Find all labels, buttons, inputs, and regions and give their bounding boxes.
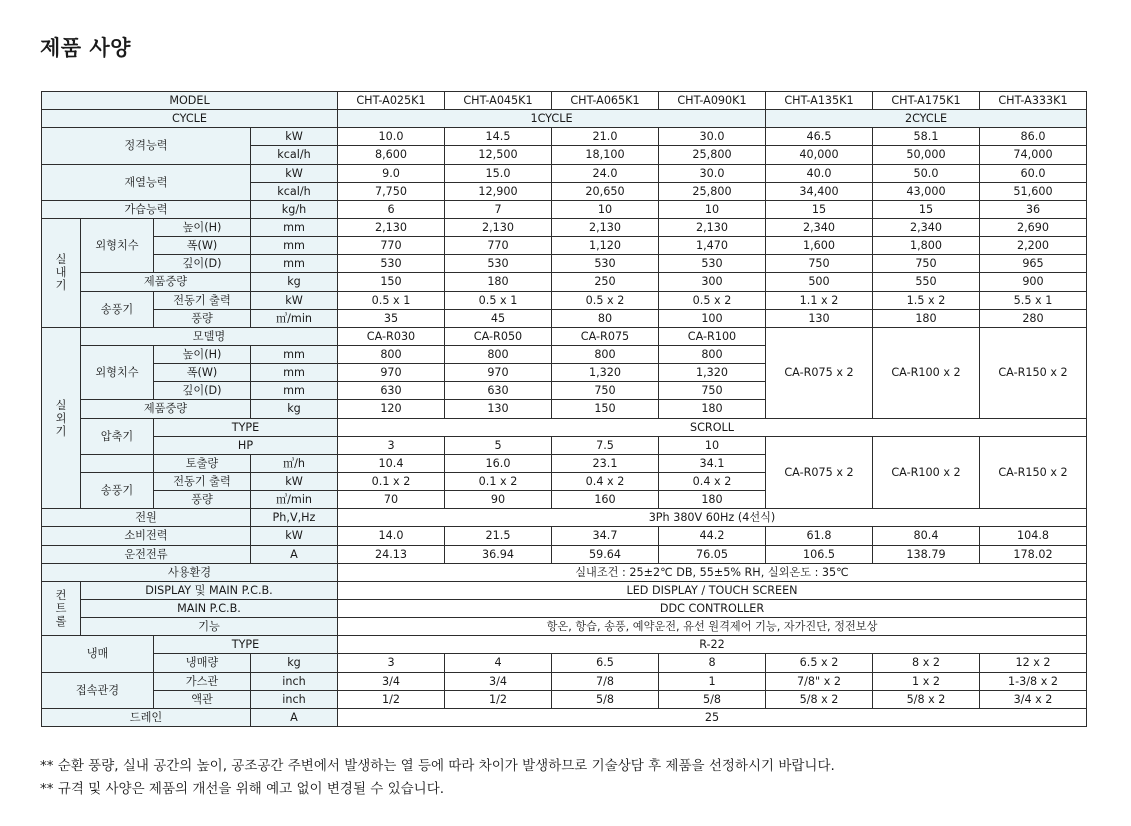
label-displacement: 토출량 [154,454,251,472]
value-cell: 43,000 [873,182,980,200]
display-value: LED DISPLAY / TOUCH SCREEN [338,581,1087,599]
combo-cell: CA-R100 x 2 [873,436,980,509]
value-cell: 40,000 [766,146,873,164]
value-cell: 630 [445,382,552,400]
page-title: 제품 사양 [40,36,131,60]
row-liquid-pipe [42,690,1087,708]
value-cell: 4 [445,654,552,672]
label-indoor: 실 내 기 [42,218,81,327]
value-cell: CA-R075 [552,327,659,345]
value-cell: 180 [659,491,766,509]
label-piping: 접속관경 [42,672,154,708]
unit-cell: kg [251,400,338,418]
value-cell: 7 [445,200,552,218]
unit-cell: ㎥/h [251,454,338,472]
value-cell: 965 [980,255,1087,273]
row-model [42,92,1087,110]
value-cell: 5 [445,436,552,454]
value-cell: 8 x 2 [873,654,980,672]
label-depth: 깊이(D) [154,255,251,273]
value-cell: 44.2 [659,527,766,545]
unit-cell: ㎥/min [251,309,338,327]
label-display-pcb: DISPLAY 및 MAIN P.C.B. [81,581,338,599]
label-gas-pipe: 가스관 [154,672,251,690]
value-cell: 10.0 [338,128,445,146]
model-cell: CHT-A135K1 [766,92,873,110]
value-cell: 1 x 2 [873,672,980,690]
label-out-weight: 제품중량 [81,400,251,418]
value-cell: 7/8" x 2 [766,672,873,690]
value-cell: 15 [766,200,873,218]
value-cell: 180 [445,273,552,291]
functions-value: 항온, 항습, 송풍, 예약운전, 유선 원격제어 기능, 자가진단, 정전보상 [338,618,1087,636]
unit-cell: kcal/h [251,182,338,200]
value-cell: 630 [338,382,445,400]
value-cell: 0.1 x 2 [445,472,552,490]
value-cell: 5/8 x 2 [873,690,980,708]
value-cell: 5.5 x 1 [980,291,1087,309]
value-cell: 130 [445,400,552,418]
row-main-pcb [42,599,1087,617]
value-cell: CA-R100 [659,327,766,345]
row-display [42,581,1087,599]
value-cell: 5/8 [659,690,766,708]
label-power-consumption: 소비전력 [42,527,251,545]
unit-cell: kcal/h [251,146,338,164]
value-cell: 550 [873,273,980,291]
unit-cell: mm [251,345,338,363]
row-gas-pipe [42,672,1087,690]
value-cell: 15 [873,200,980,218]
label-width: 폭(W) [154,364,251,382]
value-cell: 3/4 [445,672,552,690]
label-power: 전원 [42,509,251,527]
value-cell: 3/4 x 2 [980,690,1087,708]
unit-cell: kW [251,164,338,182]
value-cell: 2,130 [552,218,659,236]
value-cell: 3 [338,436,445,454]
label-out-dimensions: 외형치수 [81,345,154,399]
value-cell: 280 [980,309,1087,327]
label-functions: 기능 [81,618,338,636]
row-environment [42,563,1087,581]
label-liquid-pipe: 액관 [154,690,251,708]
label-motor-output: 전동기 출력 [154,291,251,309]
value-cell: 7/8 [552,672,659,690]
value-cell: 800 [445,345,552,363]
label-in-dimensions: 외형치수 [81,218,154,272]
value-cell: 0.5 x 2 [552,291,659,309]
row-heating-kw [42,164,1087,182]
label-running-current: 운전전류 [42,545,251,563]
value-cell: 10 [552,200,659,218]
unit-cell: mm [251,218,338,236]
value-cell: 770 [338,237,445,255]
label-drain: 드레인 [42,708,251,726]
value-cell: 2,200 [980,237,1087,255]
value-cell: 12,500 [445,146,552,164]
value-cell: 1.1 x 2 [766,291,873,309]
label-hp: HP [154,436,338,454]
value-cell: 10.4 [338,454,445,472]
value-cell: 35 [338,309,445,327]
row-in-width [42,237,1087,255]
value-cell: 36.94 [445,545,552,563]
value-cell: 970 [445,364,552,382]
value-cell: 36 [980,200,1087,218]
value-cell: 1/2 [445,690,552,708]
value-cell: 138.79 [873,545,980,563]
value-cell: 20,650 [552,182,659,200]
row-cooling-kw [42,128,1087,146]
value-cell: 800 [659,345,766,363]
value-cell: 3/4 [338,672,445,690]
value-cell: 2,130 [445,218,552,236]
unit-cell: Ph,V,Hz [251,509,338,527]
value-cell: 59.64 [552,545,659,563]
label-compressor: 압축기 [81,418,154,454]
value-cell: 106.5 [766,545,873,563]
value-cell: 6.5 x 2 [766,654,873,672]
label-airflow: 풍량 [154,309,251,327]
label-environment: 사용환경 [42,563,338,581]
value-cell: 0.4 x 2 [659,472,766,490]
value-cell: 45 [445,309,552,327]
label-heating-capacity: 재열능력 [42,164,251,200]
value-cell: 30.0 [659,128,766,146]
value-cell: 0.4 x 2 [552,472,659,490]
value-cell: 900 [980,273,1087,291]
value-cell: 10 [659,436,766,454]
value-cell: 10 [659,200,766,218]
value-cell: CA-R030 [338,327,445,345]
value-cell: 16.0 [445,454,552,472]
unit-cell: mm [251,237,338,255]
label-control: 컨 트 롤 [42,581,81,635]
model-cell: CHT-A045K1 [445,92,552,110]
value-cell: 1,320 [659,364,766,382]
value-cell: 120 [338,400,445,418]
row-comp-type [42,418,1087,436]
label-out-blower: 송풍기 [81,472,154,508]
value-cell: 530 [445,255,552,273]
value-cell: 750 [552,382,659,400]
label-outdoor: 실 외 기 [42,327,81,508]
unit-cell: kg [251,654,338,672]
value-cell: 76.05 [659,545,766,563]
value-cell: 18,100 [552,146,659,164]
unit-cell: inch [251,672,338,690]
row-in-weight [42,273,1087,291]
row-ref-type [42,636,1087,654]
value-cell: 34.7 [552,527,659,545]
value-cell: 34,400 [766,182,873,200]
environment-value: 실내조건 : 25±2℃ DB, 55±5% RH, 실외온도 : 35℃ [338,563,1087,581]
value-cell: 15.0 [445,164,552,182]
value-cell: 50.0 [873,164,980,182]
value-cell: 7,750 [338,182,445,200]
value-cell: CA-R050 [445,327,552,345]
unit-cell: kg/h [251,200,338,218]
value-cell: 3 [338,654,445,672]
label-type: TYPE [154,418,338,436]
combo-cell: CA-R100 x 2 [873,327,980,418]
value-cell: 1,800 [873,237,980,255]
value-cell: 2,340 [873,218,980,236]
row-power-kw [42,527,1087,545]
value-cell: 50,000 [873,146,980,164]
spec-table [41,91,1087,727]
unit-cell: mm [251,364,338,382]
value-cell: 1,320 [552,364,659,382]
value-cell: 25,800 [659,146,766,164]
value-cell: 21.0 [552,128,659,146]
combo-cell: CA-R150 x 2 [980,327,1087,418]
value-cell: 1,470 [659,237,766,255]
label-model-name: 모델명 [81,327,338,345]
value-cell: 530 [338,255,445,273]
value-cell: 750 [659,382,766,400]
value-cell: 150 [552,400,659,418]
label-depth: 깊이(D) [154,382,251,400]
value-cell: 6 [338,200,445,218]
footnote: ** 순환 풍량, 실내 공간의 높이, 공조공간 주변에서 발생하는 열 등에 따라 차이가 발생하므로 기술상담 후 제품을 선정하시기 바랍니다. [40,758,835,774]
value-cell: 1/2 [338,690,445,708]
drain-value: 25 [338,708,1087,726]
value-cell: 770 [445,237,552,255]
value-cell: 970 [338,364,445,382]
label-refrigerant: 냉매 [42,636,154,672]
value-cell: 34.1 [659,454,766,472]
value-cell: 1,600 [766,237,873,255]
row-in-height [42,218,1087,236]
label-cooling-capacity: 정격능력 [42,128,251,164]
value-cell: 180 [659,400,766,418]
value-cell: 51,600 [980,182,1087,200]
value-cell: 8 [659,654,766,672]
unit-cell: inch [251,690,338,708]
unit-cell: kW [251,472,338,490]
cycle-2: 2CYCLE [766,110,1087,128]
value-cell: 0.1 x 2 [338,472,445,490]
value-cell: 750 [873,255,980,273]
row-comp-hp [42,436,1087,454]
value-cell: 60.0 [980,164,1087,182]
unit-cell: A [251,708,338,726]
label-height: 높이(H) [154,218,251,236]
cycle-1: 1CYCLE [338,110,766,128]
value-cell: 24.0 [552,164,659,182]
value-cell: 25,800 [659,182,766,200]
value-cell: 40.0 [766,164,873,182]
value-cell: 90 [445,491,552,509]
value-cell: 24.13 [338,545,445,563]
row-humidify [42,200,1087,218]
main-pcb-value: DDC CONTROLLER [338,599,1087,617]
header-model: MODEL [42,92,338,110]
value-cell: 160 [552,491,659,509]
label-airflow: 풍량 [154,491,251,509]
header-cycle: CYCLE [42,110,338,128]
row-in-depth [42,255,1087,273]
footnote: ** 규격 및 사양은 제품의 개선을 위해 예고 없이 변경될 수 있습니다. [40,781,445,797]
row-current [42,545,1087,563]
unit-cell: kW [251,128,338,146]
row-functions [42,618,1087,636]
value-cell: 9.0 [338,164,445,182]
model-cell: CHT-A025K1 [338,92,445,110]
value-cell: 14.5 [445,128,552,146]
ref-type-value: R-22 [338,636,1087,654]
value-cell: 2,130 [659,218,766,236]
value-cell: 5/8 x 2 [766,690,873,708]
value-cell: 0.5 x 1 [338,291,445,309]
unit-cell: mm [251,382,338,400]
value-cell: 61.8 [766,527,873,545]
label-in-weight: 제품중량 [81,273,251,291]
row-cycle [42,110,1087,128]
value-cell: 250 [552,273,659,291]
value-cell: 800 [552,345,659,363]
combo-cell: CA-R075 x 2 [766,436,873,509]
label-main-pcb: MAIN P.C.B. [81,599,338,617]
value-cell: 2,340 [766,218,873,236]
label-motor-output: 전동기 출력 [154,472,251,490]
value-cell: 58.1 [873,128,980,146]
value-cell: 21.5 [445,527,552,545]
label-in-blower: 송풍기 [81,291,154,327]
combo-cell: CA-R150 x 2 [980,436,1087,509]
footnotes [40,755,835,801]
row-ref-charge [42,654,1087,672]
unit-cell: kW [251,527,338,545]
unit-cell: A [251,545,338,563]
value-cell: 130 [766,309,873,327]
value-cell: 150 [338,273,445,291]
value-cell: 178.02 [980,545,1087,563]
combo-cell: CA-R075 x 2 [766,327,873,418]
value-cell: 7.5 [552,436,659,454]
unit-cell: kW [251,291,338,309]
value-cell: 530 [659,255,766,273]
value-cell: 86.0 [980,128,1087,146]
unit-cell: ㎥/min [251,491,338,509]
value-cell: 1,120 [552,237,659,255]
value-cell: 6.5 [552,654,659,672]
row-in-motor [42,291,1087,309]
label-height: 높이(H) [154,345,251,363]
value-cell: 30.0 [659,164,766,182]
model-cell: CHT-A065K1 [552,92,659,110]
row-in-airflow [42,309,1087,327]
value-cell: 12,900 [445,182,552,200]
model-cell: CHT-A175K1 [873,92,980,110]
value-cell: 23.1 [552,454,659,472]
value-cell: 180 [873,309,980,327]
value-cell: 100 [659,309,766,327]
row-drain [42,708,1087,726]
model-cell: CHT-A090K1 [659,92,766,110]
value-cell: 750 [766,255,873,273]
power-value: 3Ph 380V 60Hz (4선식) [338,509,1087,527]
value-cell: 80 [552,309,659,327]
label-humidify: 가습능력 [42,200,251,218]
label-refrigerant-charge: 냉매량 [154,654,251,672]
row-power [42,509,1087,527]
spacer-cell [81,454,154,472]
value-cell: 0.5 x 1 [445,291,552,309]
row-out-model [42,327,1087,345]
label-width: 폭(W) [154,237,251,255]
value-cell: 5/8 [552,690,659,708]
model-cell: CHT-A333K1 [980,92,1087,110]
value-cell: 1 [659,672,766,690]
value-cell: 300 [659,273,766,291]
value-cell: 800 [338,345,445,363]
value-cell: 8,600 [338,146,445,164]
value-cell: 46.5 [766,128,873,146]
value-cell: 14.0 [338,527,445,545]
value-cell: 2,130 [338,218,445,236]
value-cell: 2,690 [980,218,1087,236]
value-cell: 104.8 [980,527,1087,545]
comp-type-value: SCROLL [338,418,1087,436]
value-cell: 0.5 x 2 [659,291,766,309]
value-cell: 1-3/8 x 2 [980,672,1087,690]
unit-cell: kg [251,273,338,291]
unit-cell: mm [251,255,338,273]
value-cell: 74,000 [980,146,1087,164]
value-cell: 530 [552,255,659,273]
value-cell: 500 [766,273,873,291]
label-type: TYPE [154,636,338,654]
value-cell: 1.5 x 2 [873,291,980,309]
value-cell: 70 [338,491,445,509]
value-cell: 12 x 2 [980,654,1087,672]
value-cell: 80.4 [873,527,980,545]
